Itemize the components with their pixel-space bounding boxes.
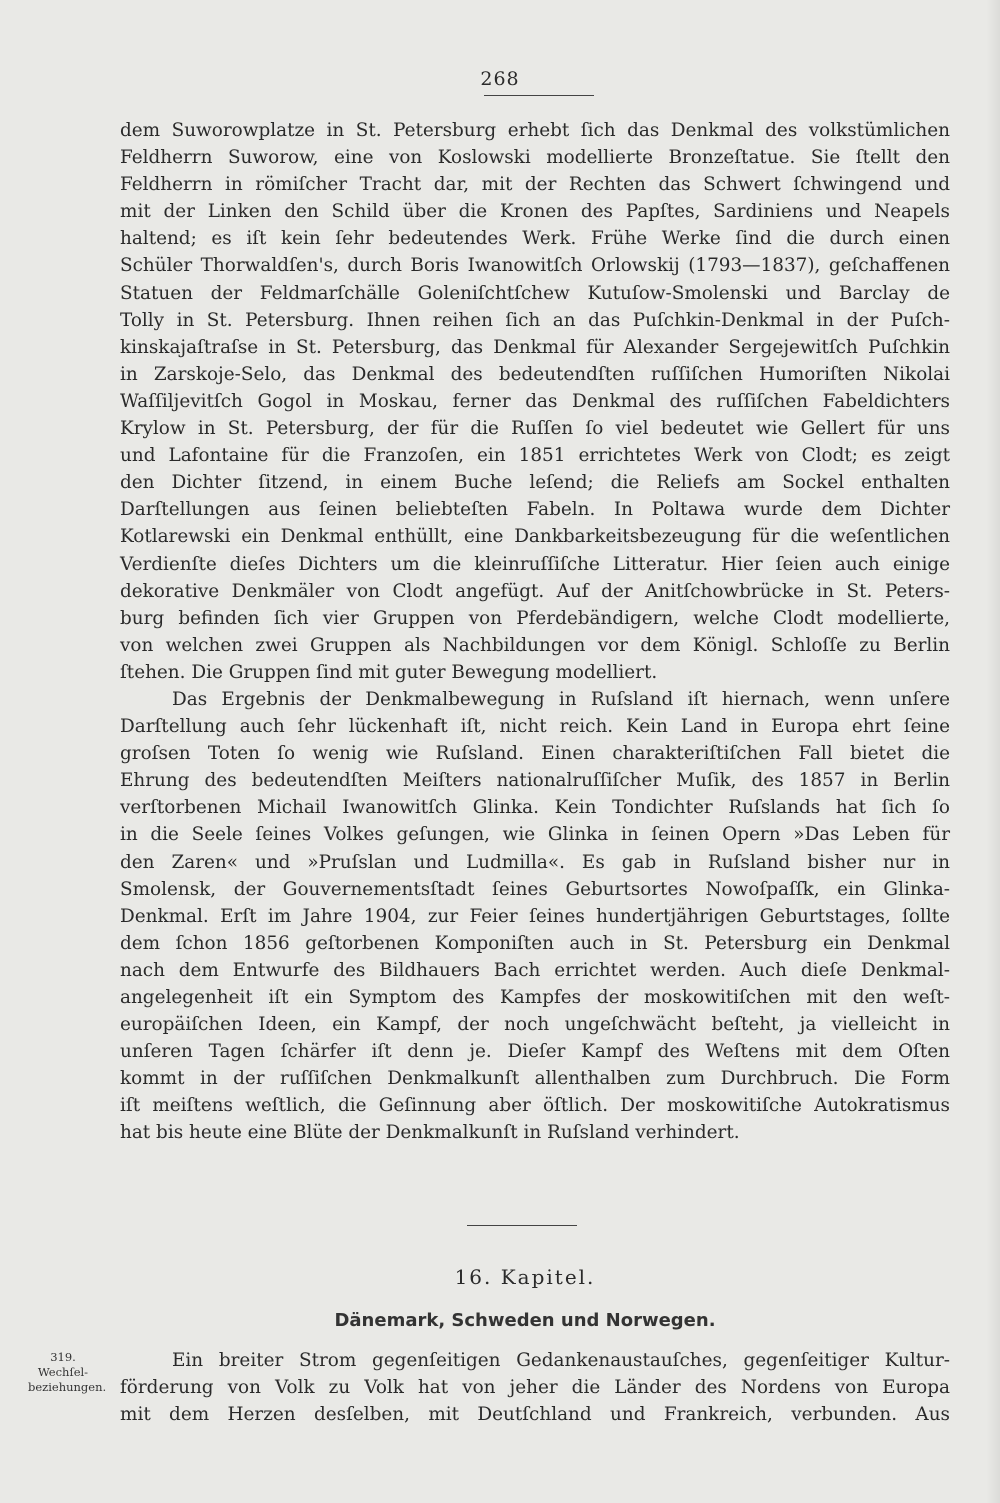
text-line: in die Seele ſeines Volkes geſungen, wie Glinka in ſeinen Opern »Das Leben für: [120, 824, 950, 846]
text-line: kinskajaſtraſse in St. Petersburg, das Denkmal für Alexander Sergejewitſch Puſchkin: [120, 336, 950, 358]
margin-note: [28, 1350, 107, 1395]
section-divider: [467, 1225, 577, 1226]
text-line: Schüler Thorwaldſen's, durch Boris Iwanowitſch Orlowskij (1793—1837), geſchaffenen: [120, 255, 950, 277]
text-line: dem Suworowplatze in St. Petersburg erhebt ſich das Denkmal des volkstümlichen: [120, 120, 950, 141]
text-line: mit dem Herzen desſelben, mit Deutſchland und Frankreich, verbunden. Aus: [120, 1404, 950, 1426]
text-line: den Dichter ſitzend, in einem Buche leſend; die Reliefs am Sockel enthalten: [120, 472, 950, 494]
text-line: dekorative Denkmäler von Clodt angefügt. Auf der Anitſchowbrücke in St. Peters-: [120, 580, 950, 602]
text-line: in Zarskoje-Selo, das Denkmal des bedeutendſten ruſſiſchen Humoriſten Nikolai: [120, 363, 950, 385]
text-line: europäiſchen Ideen, ein Kampf, der noch ungeſchwächt beſteht, ja vielleicht in: [120, 1014, 950, 1036]
text-line: den Zaren« und »Pruſslan und Ludmilla«. Es gab in Ruſsland bisher nur in: [120, 851, 950, 873]
text-line: mit der Linken den Schild über die Kronen des Papſtes, Sardiniens und Neapels: [120, 201, 950, 223]
text-line: Ein breiter Strom gegenſeitigen Gedankenaustauſches, gegenſeitiger Kultur-: [172, 1350, 950, 1371]
text-line: Ehrung des bedeutendſten Meiſters nationalruſſiſcher Muſik, des 1857 in Berlin: [120, 770, 950, 792]
text-line: von welchen zwei Gruppen als Nachbildungen vor dem Königl. Schloſſe zu Berlin: [120, 634, 950, 656]
text-line: Waſſiljevitſch Gogol in Moskau, ferner das Denkmal des ruſſiſchen Fabeldichters: [120, 390, 950, 412]
text-line: Statuen der Feldmarſchälle Goleniſchtſchew Kutuſow-Smolenski und Barclay de: [120, 282, 950, 304]
text-line: hat bis heute eine Blüte der Denkmalkunſt in Ruſsland verhindert.: [120, 1122, 740, 1144]
text-line: Darſtellung auch ſehr lückenhaft iſt, nicht reich. Kein Land in Europa ehrt ſeine: [120, 716, 950, 738]
paragraph-2: [120, 686, 950, 1147]
text-line: kommt in der ruſſiſchen Denkmalkunſt allenthalben zum Durchbruch. Die Form: [120, 1068, 950, 1090]
text-line: ſtehen. Die Gruppen ſind mit guter Bewegung modelliert.: [120, 661, 658, 683]
paragraph-1: [120, 117, 950, 686]
header-rule: [484, 95, 594, 96]
text-line: verſtorbenen Michail Iwanowitſch Glinka. Kein Tondichter Ruſslands hat ſich ſo: [120, 797, 950, 819]
page-number: 268: [480, 68, 520, 90]
chapter-title: 16. Kapitel.: [454, 1265, 596, 1289]
text-line: burg befinden ſich vier Gruppen von Pferdebändigern, welche Clodt modellierte,: [120, 607, 950, 629]
text-line: Krylow in St. Petersburg, der für die Ruſſen ſo viel bedeutet wie Gellert für uns: [120, 418, 950, 440]
margin-note-line: beziehungen.: [28, 1380, 107, 1394]
text-line: haltend; es iſt kein ſehr bedeutendes Werk. Frühe Werke ſind die durch einen: [120, 228, 950, 250]
chapter-text: [120, 1347, 950, 1428]
paragraph-3: [120, 1347, 950, 1428]
chapter-subtitle: Dänemark, Schweden und Norwegen.: [334, 1310, 716, 1331]
text-line: Smolensk, der Gouvernementsſtadt ſeines Geburtsortes Nowoſpaſſk, ein Glinka-: [120, 878, 950, 900]
scan-edge-shadow: [986, 0, 1000, 1503]
text-line: und Lafontaine für die Franzoſen, ein 1851 errichtetes Werk von Clodt; es zeigt: [120, 445, 950, 467]
text-line: dem ſchon 1856 geſtorbenen Komponiſten auch in St. Petersburg ein Denkmal: [120, 932, 950, 954]
text-line: Feldherrn in römiſcher Tracht dar, mit der Rechten das Schwert ſchwingend und: [120, 174, 950, 196]
text-line: Denkmal. Erſt im Jahre 1904, zur Feier ſeines hundertjährigen Geburtstages, ſollte: [120, 905, 950, 927]
margin-note-number: 319.: [50, 1350, 76, 1364]
text-line: unſeren Tagen ſchärfer iſt denn je. Dieſer Kampf des Weſtens mit dem Oſten: [120, 1041, 950, 1063]
text-line: Darſtellungen aus ſeinen beliebteſten Fabeln. In Poltawa wurde dem Dichter: [120, 499, 950, 521]
text-line: förderung von Volk zu Volk hat von jeher die Länder des Nordens von Europa: [120, 1377, 950, 1399]
text-line: Verdienſte dieſes Dichters um die kleinruſſiſche Litteratur. Hier ſeien auch einige: [120, 553, 950, 575]
text-line: groſsen Toten ſo wenig wie Ruſsland. Einen charakteriſtiſchen Fall bietet die: [120, 743, 950, 765]
main-text: [120, 117, 950, 1147]
text-line: Kotlarewski ein Denkmal enthüllt, eine Dankbarkeitsbezeugung für die weſentlichen: [120, 526, 950, 548]
text-line: angelegenheit iſt ein Symptom des Kampfes der moskowitiſchen mit den weſt-: [120, 987, 950, 1008]
text-line: iſt meiſtens weſtlich, die Geſinnung aber öſtlich. Der moskowitiſche Autokratismus: [120, 1095, 950, 1117]
text-line: nach dem Entwurfe des Bildhauers Bach errichtet werden. Auch dieſe Denkmal-: [120, 959, 950, 981]
margin-note-line: Wechſel-: [37, 1365, 89, 1379]
text-line: Tolly in St. Petersburg. Ihnen reihen ſich an das Puſchkin-Denkmal in der Puſch-: [120, 309, 950, 331]
text-line: Feldherrn Suworow, eine von Koslowski modellierte Bronzeſtatue. Sie ſtellt den: [120, 147, 950, 169]
text-line: Das Ergebnis der Denkmalbewegung in Ruſsland iſt hiernach, wenn unſere: [172, 688, 950, 710]
